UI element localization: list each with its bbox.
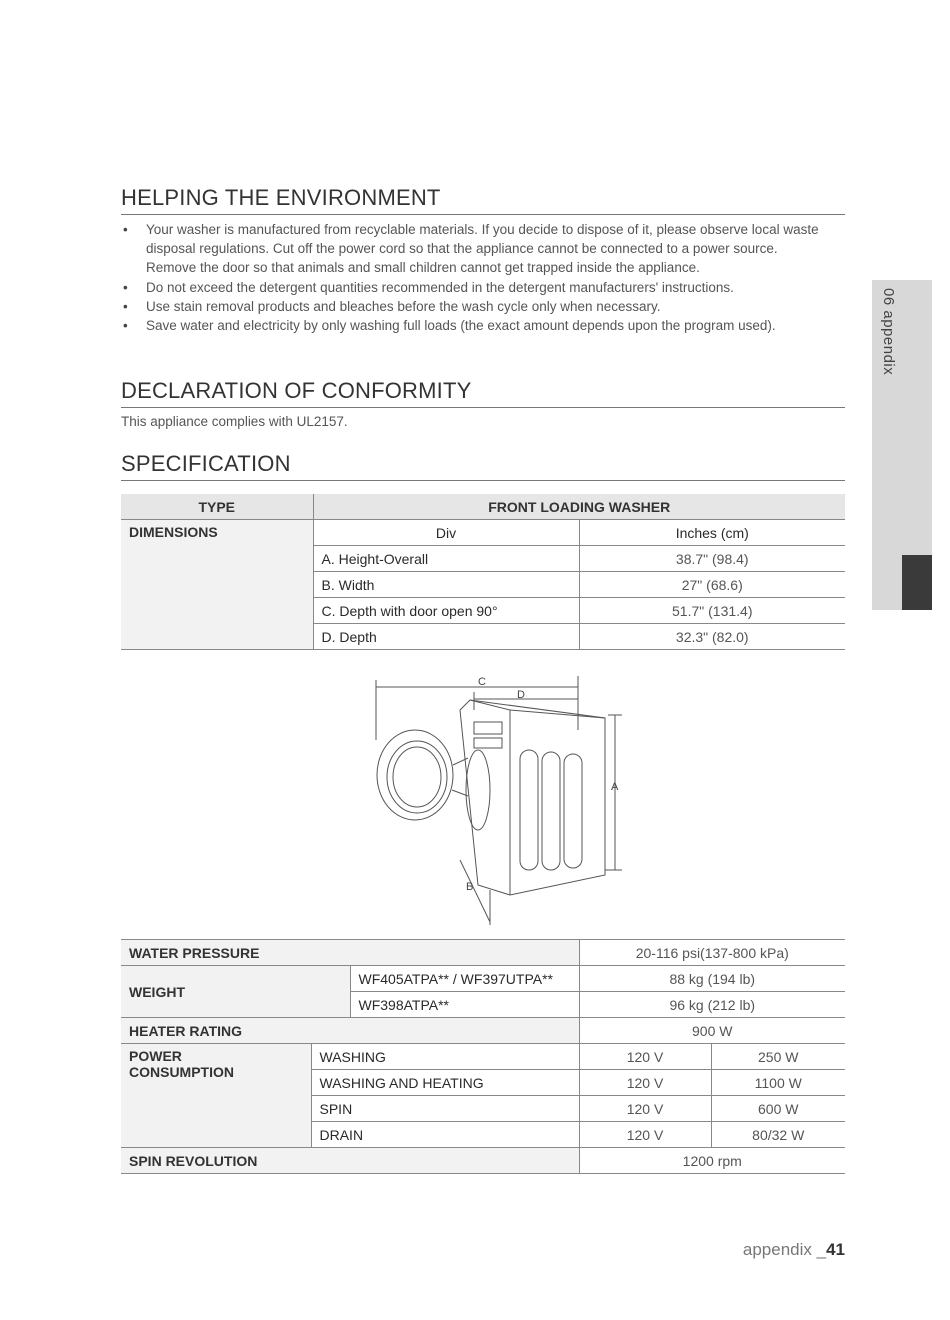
table-row [121, 1018, 845, 1044]
performance-table [121, 939, 845, 1174]
dimension-value: 27" (68.6) [579, 572, 845, 598]
bullet-item: • Save water and electricity by only washing full loads (the exact amount depends upon the program used). [121, 316, 831, 335]
power-voltage: 120 V [579, 1096, 711, 1122]
water-pressure-label: WATER PRESSURE [121, 940, 579, 966]
dimension-value: 51.7" (131.4) [579, 598, 845, 624]
type-value: FRONT LOADING WASHER [313, 494, 845, 520]
dimension-value: 32.3" (82.0) [579, 624, 845, 650]
side-tab-label: 06 appendix [880, 288, 897, 376]
weight-model: WF405ATPA** / WF397UTPA** [350, 966, 579, 992]
weight-label: WEIGHT [121, 966, 350, 1018]
weight-value: 96 kg (212 lb) [579, 992, 845, 1018]
dimension-name: B. Width [313, 572, 579, 598]
dimensions-label: DIMENSIONS [121, 520, 313, 650]
section-title-conformity: DECLARATION OF CONFORMITY [121, 378, 845, 408]
weight-value: 88 kg (194 lb) [579, 966, 845, 992]
page-footer [743, 1240, 845, 1260]
power-label-line2: CONSUMPTION [129, 1064, 234, 1080]
diagram-label-d: D [517, 689, 525, 701]
power-voltage: 120 V [579, 1070, 711, 1096]
dimensions-table [121, 494, 845, 650]
appendix-side-tab [872, 280, 932, 610]
power-label-line1: POWER [129, 1048, 182, 1064]
power-watts: 600 W [711, 1096, 845, 1122]
table-row [121, 520, 845, 546]
dimension-value: 38.7" (98.4) [579, 546, 845, 572]
spin-revolution-value: 1200 rpm [579, 1148, 845, 1174]
spin-revolution-label: SPIN REVOLUTION [121, 1148, 579, 1174]
unit-header: Inches (cm) [579, 520, 845, 546]
dimension-name: A. Height-Overall [313, 546, 579, 572]
bullet-item: • Your washer is manufactured from recyclable materials. If you decide to dispose of it, please observe local waste disposal regulations. Cut off the power cord so that the appliance cannot be connected to a power source. Remove the door so that animals and small children cannot get trapped inside the appliance. [121, 220, 831, 278]
power-mode: DRAIN [311, 1122, 579, 1148]
power-watts: 80/32 W [711, 1122, 845, 1148]
dimension-name: D. Depth [313, 624, 579, 650]
washer-dimensions-diagram [360, 670, 630, 932]
table-row [121, 1148, 845, 1174]
water-pressure-value: 20-116 psi(137-800 kPa) [579, 940, 845, 966]
bullet-item: • Do not exceed the detergent quantities recommended in the detergent manufacturers' instructions. [121, 278, 831, 297]
diagram-label-b: B [466, 881, 474, 893]
table-row [121, 966, 845, 992]
power-mode: SPIN [311, 1096, 579, 1122]
side-tab-marker [902, 555, 932, 610]
footer-text: appendix _ [742, 1240, 827, 1259]
dimension-name: C. Depth with door open 90° [313, 598, 579, 624]
table-header-row [121, 494, 845, 520]
power-voltage: 120 V [579, 1044, 711, 1070]
power-mode: WASHING AND HEATING [311, 1070, 579, 1096]
table-row [121, 1044, 845, 1070]
div-header: Div [313, 520, 579, 546]
diagram-label-a: A [611, 781, 619, 793]
weight-model: WF398ATPA** [350, 992, 579, 1018]
heater-rating-label: HEATER RATING [121, 1018, 579, 1044]
type-label: TYPE [121, 494, 313, 520]
section-title-specification: SPECIFICATION [121, 451, 845, 481]
power-watts: 250 W [711, 1044, 845, 1070]
section-title-environment: HELPING THE ENVIRONMENT [121, 185, 845, 215]
bullet-item: • Use stain removal products and bleaches before the wash cycle only when necessary. [121, 297, 831, 316]
diagram-label-c: C [478, 676, 486, 688]
power-consumption-label [121, 1044, 311, 1148]
power-watts: 1100 W [711, 1070, 845, 1096]
page-number: 41 [826, 1240, 845, 1259]
power-mode: WASHING [311, 1044, 579, 1070]
power-voltage: 120 V [579, 1122, 711, 1148]
table-row [121, 940, 845, 966]
conformity-text: This appliance complies with UL2157. [121, 414, 348, 429]
heater-rating-value: 900 W [579, 1018, 845, 1044]
environment-bullet-list [121, 220, 831, 335]
